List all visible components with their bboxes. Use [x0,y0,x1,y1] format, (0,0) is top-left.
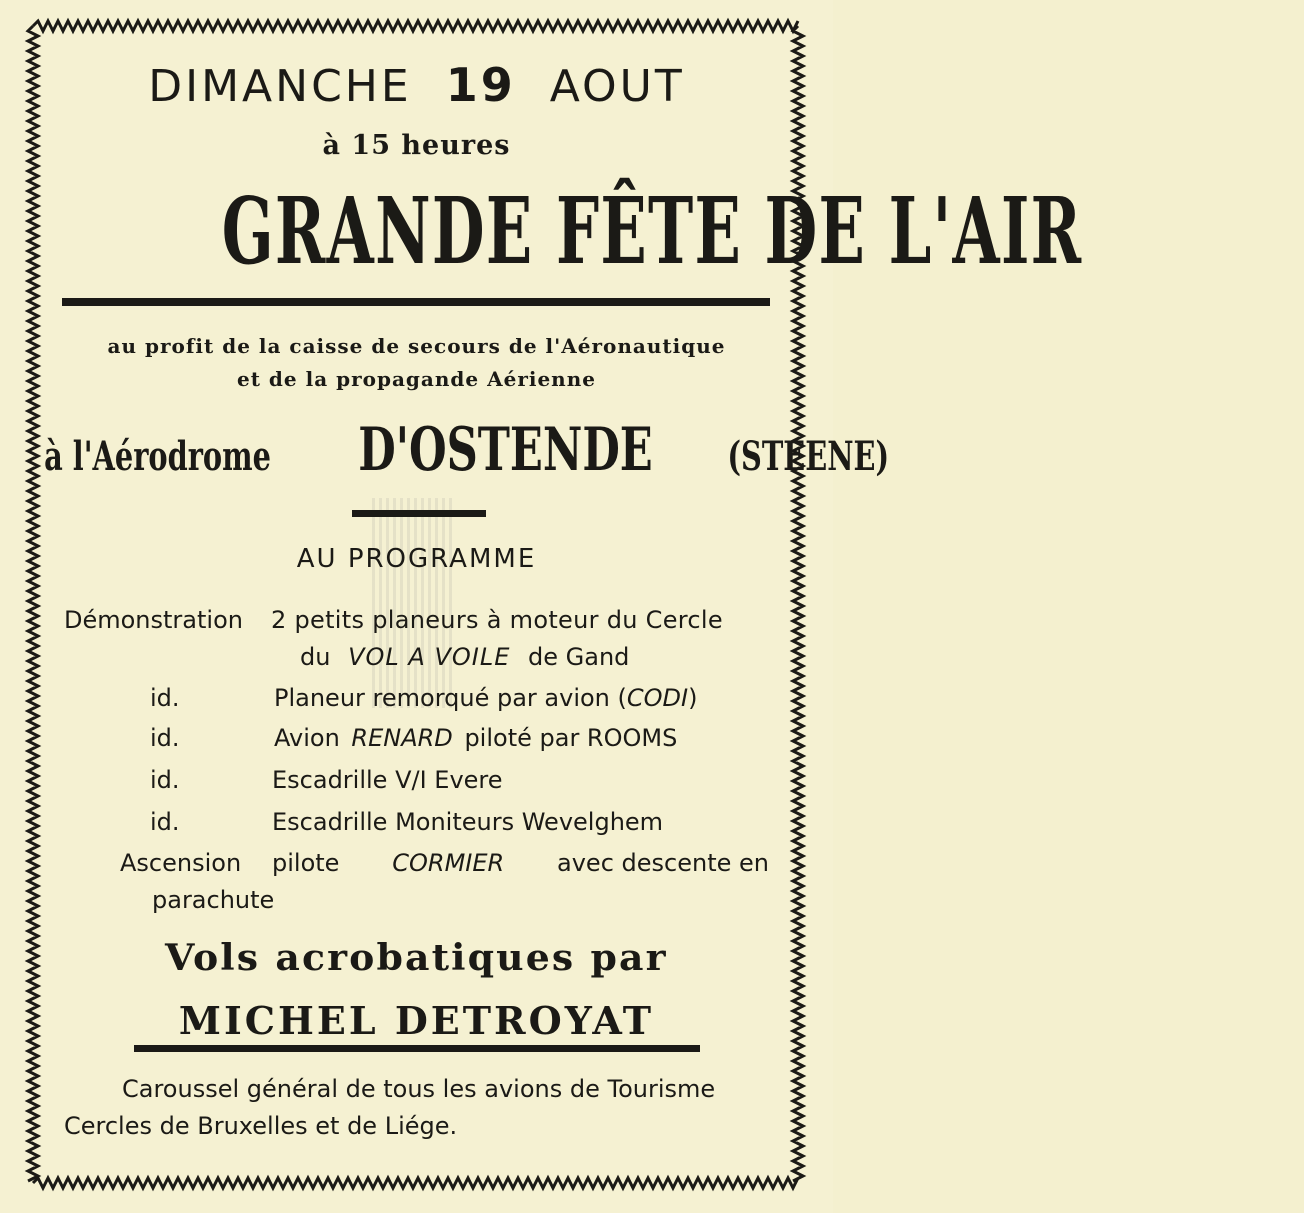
item-label: Ascension [120,849,242,877]
poster-title: GRANDE FÊTE DE L'AIR [221,177,1083,285]
location-line [0,415,890,485]
item-label: id. [150,766,180,794]
item-label: id. [150,684,180,712]
location-suffix: (STEENE) [727,433,890,480]
location-city: D'OSTENDE [358,415,653,485]
item-text-line2: parachute [152,886,275,914]
time-line: à 15 heures [322,130,511,161]
border-zigzag-edge [33,1178,798,1188]
location-prefix: à l'Aérodrome [44,433,271,480]
footer-line-2: Cercles de Bruxelles et de Liége. [64,1112,458,1140]
beneficiary-line-1: au profit de la caisse de secours de l'Aéronautique [107,334,726,358]
date-line [0,58,833,112]
item-label: Démonstration [64,606,243,634]
item-text: Avion RENARD piloté par ROOMS [274,724,678,752]
pilot-name: MICHEL DETROYAT [178,998,655,1043]
item-text-line2: du VOL A VOILE de Gand [300,643,630,671]
item-label: id. [150,808,180,836]
day-label: DIMANCHE [148,61,412,112]
item-label: id. [150,724,180,752]
item-text: Escadrille Moniteurs Wevelghem [272,808,664,836]
item-text: Escadrille V/I Evere [272,766,503,794]
acrobatics-heading: Vols acrobatiques par [165,937,668,979]
date-number: 19 [445,58,516,112]
watermark [372,498,452,708]
item-text: pilote CORMIER avec descente en [272,849,769,877]
footer-line-1: Caroussel général de tous les avions de Tourisme [122,1075,716,1103]
short-rule [352,510,486,517]
border-zigzag-edge [33,21,798,31]
month-label: AOUT [549,61,685,112]
divider-rule [62,298,770,306]
item-text: 2 petits planeurs à moteur du Cercle [271,606,723,634]
item-text: Planeur remorqué par avion (CODI) [274,684,698,712]
pilot-underline [134,1045,700,1052]
programme-heading: AU PROGRAMME [296,544,537,574]
beneficiary-line-2: et de la propagande Aérienne [237,367,596,391]
